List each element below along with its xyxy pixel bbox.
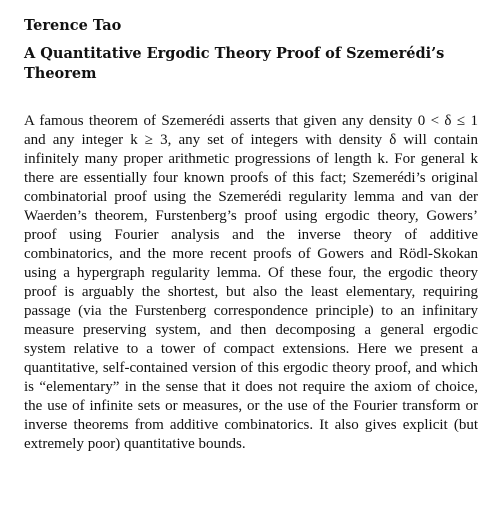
paper-title: A Quantitative Ergodic Theory Proof of Szemerédi’s Theorem — [24, 45, 445, 82]
abstract-text: A famous theorem of Szemerédi asserts that given any density 0 < δ ≤ 1 and any integer k ≥ 3, any set of integers with density δ will contain infinitely many proper arithmetic progressions of length k. For general k there are essentially four known proofs of this fact; Szemerédi’s original combinatorial proof using the Szemerédi regularity lemma and van der Waerden’s theorem, Furstenberg’s proof using ergodic theory, Gowers’ proof using Fourier analysis and the inverse theory of additive combinatorics, and the more recent proofs of Gowers and Rödl-Skokan using a hypergraph regularity lemma. Of these four, the ergodic theory proof is arguably the shortest, but also the least elementary, requiring passage (via the Furstenberg correspondence principle) to an infinitary measure preserving system, and then decomposing a general ergodic system relative to a tower of compact extensions. Here we present a quantitative, self-contained version of this ergodic theory proof, and which is “elementary” in the sense that it does not require the axiom of choice, the use of infinite sets or measures, or the use of the Fourier transform or inverse theorems from additive combinatorics. It also gives explicit (but extremely poor) quantitative bounds. — [24, 113, 478, 452]
author-name: Terence Tao — [24, 17, 122, 34]
paper-page — [24, 16, 478, 454]
